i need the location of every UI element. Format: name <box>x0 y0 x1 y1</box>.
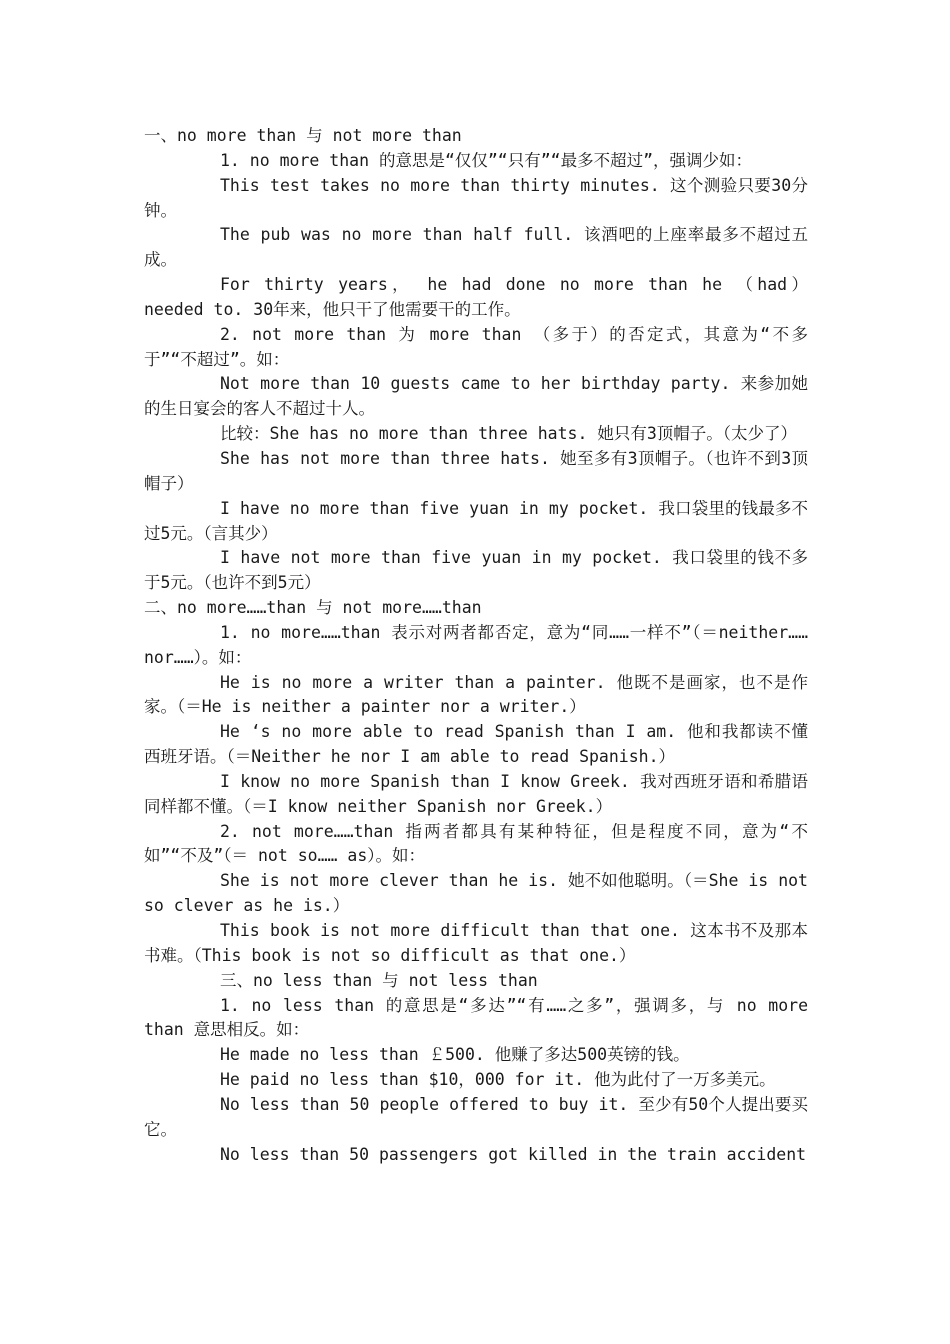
paragraph: 2. not more……than 指两者都具有某种特征，但是程度不同，意为“不如”“不及”（＝ not so…… as）。如： <box>144 821 808 866</box>
example-sentence: I have no more than five yuan in my pocket. 我口袋里的钱最多不过5元。（言其少） <box>144 498 808 543</box>
section-heading: 三、no less than 与 not less than <box>220 970 538 990</box>
paragraph: 1. no less than 的意思是“多达”“有……之多”，强调多，与 no more than 意思相反。如： <box>144 995 808 1040</box>
example-sentence: This test takes no more than thirty minutes. 这个测验只要30分钟。 <box>144 175 808 220</box>
example-sentence: He is no more a writer than a painter. 他既不是画家，也不是作家。（＝He is neither a painter nor a writer.） <box>144 672 808 717</box>
paragraph: 1. no more than 的意思是“仅仅”“只有”“最多不超过”，强调少如： <box>220 150 753 170</box>
example-sentence: He made no less than ￡500. 他赚了多达500英镑的钱。 <box>220 1045 690 1065</box>
paragraph: 1. no more……than 表示对两者都否定，意为“同……一样不”（＝neither……nor……）。如： <box>144 622 808 667</box>
example-sentence: For thirty years， he had done no more than he （had） needed to. 30年来，他只干了他需要干的工作。 <box>144 275 808 319</box>
example-sentence: He paid no less than $10，000 for it. 他为此付了一万多美元。 <box>220 1070 776 1090</box>
paragraph: 2. not more than 为 more than （多于）的否定式，其意为“不多于”“不超过”。如： <box>144 324 808 369</box>
section-heading: 二、no more……than 与 not more……than <box>144 598 482 618</box>
example-sentence: 比较：She has no more than three hats. 她只有3顶帽子。（太少了） <box>220 424 798 444</box>
example-sentence: She has not more than three hats. 她至多有3顶帽子。（也许不到3顶帽子） <box>144 448 808 493</box>
example-sentence: Not more than 10 guests came to her birthday party. 来参加她的生日宴会的客人不超过十人。 <box>144 374 808 419</box>
example-sentence: I know no more Spanish than I know Greek. 我对西班牙语和希腊语同样都不懂。（＝I know neither Spanish nor Greek.） <box>144 771 808 816</box>
example-sentence: No less than 50 people offered to buy it. 至少有50个人提出要买它。 <box>144 1094 808 1139</box>
example-sentence: He ‘s no more able to read Spanish than I am. 他和我都读不懂西班牙语。（＝Neither he nor I am able to read Spanish.） <box>144 722 808 767</box>
example-sentence: I have not more than five yuan in my pocket. 我口袋里的钱不多于5元。（也许不到5元） <box>144 548 808 593</box>
document-body <box>144 124 808 1167</box>
section-heading: 一、no more than 与 not more than <box>144 126 462 145</box>
example-sentence: The pub was no more than half full. 该酒吧的上座率最多不超过五成。 <box>144 225 808 270</box>
example-sentence: No less than 50 passengers got killed in the train accident <box>220 1144 807 1164</box>
example-sentence: This book is not more difficult than that one. 这本书不及那本书难。（This book is not so difficult as that one.） <box>144 921 808 965</box>
example-sentence: She is not more clever than he is. 她不如他聪明。（＝She is not so clever as he is.） <box>144 871 808 916</box>
